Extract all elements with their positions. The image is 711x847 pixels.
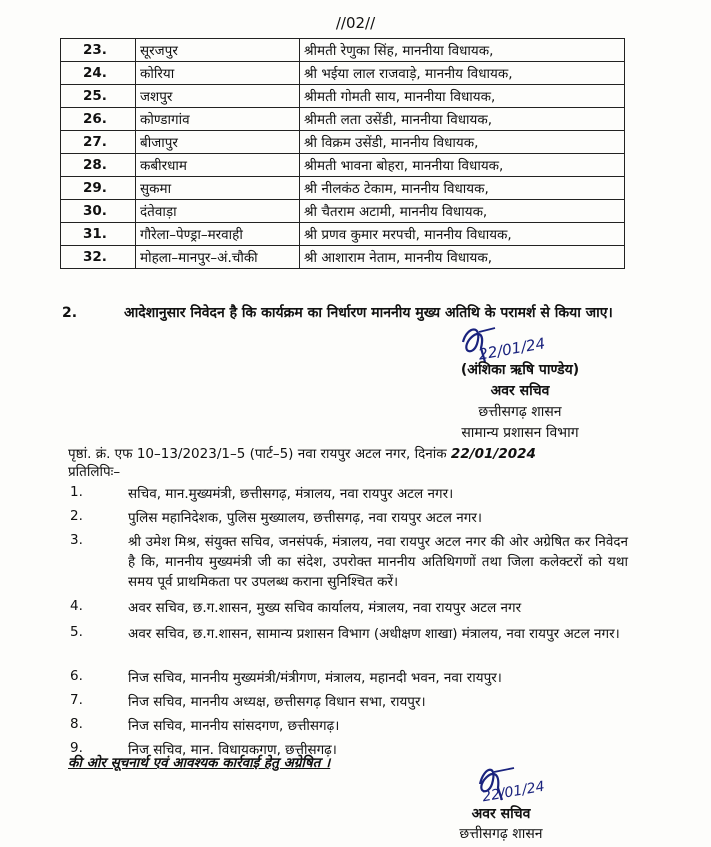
district-name: सूरजपुर (136, 39, 300, 62)
endorsement-ref: पृष्ठां. क्रं. एफ 10–13/2023/1–5 (पार्ट–5) नवा रायपुर अटल नगर, दिनांक (68, 446, 451, 462)
row-number: 29. (61, 177, 136, 200)
paragraph-number: 2. (62, 305, 78, 321)
copy-label: प्रतिलिपिः– (68, 464, 121, 480)
paragraph-text: आदेशानुसार निवेदन है कि कार्यक्रम का निर्धारण माननीय मुख्य अतिथि के परामर्श से किया जाए। (124, 305, 613, 321)
row-number: 27. (61, 131, 136, 154)
list-item-number: 6. (70, 668, 83, 684)
district-name: जशपुर (136, 85, 300, 108)
list-item-number: 5. (70, 624, 83, 640)
district-name: कोरिया (136, 62, 300, 85)
list-item-text: निज सचिव, माननीय सांसदगण, छत्तीसगढ़। (128, 718, 340, 734)
table-row (61, 223, 625, 246)
guest-name: श्रीमती भावना बोहरा, माननीया विधायक, (300, 154, 625, 177)
list-item-number: 7. (70, 692, 83, 708)
row-number: 23. (61, 39, 136, 62)
list-item-number: 8. (70, 716, 83, 732)
row-number: 26. (61, 108, 136, 131)
district-name: मोहला–मानपुर–अं.चौकी (136, 246, 300, 269)
signatory-name: (अंशिका ऋषि पाण्डेय) (460, 362, 580, 378)
list-item-number: 1. (70, 484, 83, 500)
table-row (61, 154, 625, 177)
list-item-text: सचिव, मान.मुख्यमंत्री, छत्तीसगढ़, मंत्रालय, नवा रायपुर अटल नगर। (128, 486, 454, 502)
row-number: 25. (61, 85, 136, 108)
list-item-text: पुलिस महानिदेशक, पुलिस मुख्यालय, छत्तीसगढ़, नवा रायपुर अटल नगर। (128, 510, 482, 526)
district-name: कोण्डागांव (136, 108, 300, 131)
list-item-number: 2. (70, 508, 83, 524)
signatory-govt: छत्तीसगढ़ शासन (478, 404, 562, 420)
row-number: 31. (61, 223, 136, 246)
list-item-number: 3. (70, 532, 83, 548)
table-row (61, 246, 625, 269)
signature-1-date: 22/01/24 (476, 334, 547, 364)
row-number: 32. (61, 246, 136, 269)
guest-name: श्री प्रणव कुमार मरपची, माननीय विधायक, (300, 223, 625, 246)
list-item-text: निज सचिव, माननीय अध्यक्ष, छत्तीसगढ़ विधान सभा, रायपुर। (128, 694, 426, 710)
forward-note: की ओर सूचनार्थ एवं आवश्यक कार्रवाई हेतु अग्रेषित । (68, 755, 331, 771)
district-name: कबीरधाम (136, 154, 300, 177)
table-row (61, 62, 625, 85)
signatory-dept: सामान्य प्रशासन विभाग (461, 425, 579, 441)
district-name: गौरेला–पेण्ड्रा–मरवाही (136, 223, 300, 246)
guest-name: श्री आशाराम नेताम, माननीय विधायक, (300, 246, 625, 269)
district-name: बीजापुर (136, 131, 300, 154)
endorsement-date: 22/01/2024 (450, 446, 536, 462)
table-row (61, 85, 625, 108)
list-item-text: निज सचिव, माननीय मुख्यमंत्री/मंत्रीगण, मंत्रालय, महानदी भवन, नवा रायपुर। (128, 670, 502, 686)
guest-name: श्रीमती रेणुका सिंह, माननीया विधायक, (300, 39, 625, 62)
guest-name: श्री विक्रम उसेंडी, माननीय विधायक, (300, 131, 625, 154)
guest-name: श्री भईया लाल राजवाड़े, माननीय विधायक, (300, 62, 625, 85)
guest-name: श्री चैतराम अटामी, माननीय विधायक, (300, 200, 625, 223)
row-number: 30. (61, 200, 136, 223)
list-item-text: निज सचिव, मान. विधायकगण, छत्तीसगढ़। (128, 742, 337, 758)
list-item-number: 9. (70, 740, 83, 756)
guest-name: श्रीमती गोमती साय, माननीया विधायक, (300, 85, 625, 108)
list-item-number: 4. (70, 598, 83, 614)
table-row (61, 39, 625, 62)
table-row (61, 177, 625, 200)
page-number-header: //02// (335, 14, 376, 32)
guest-table (60, 38, 625, 269)
guest-name: श्रीमती लता उसेंडी, माननीया विधायक, (300, 108, 625, 131)
row-number: 28. (61, 154, 136, 177)
signatory-2-title: अवर सचिव (471, 806, 531, 822)
signature-2-date: 22/01/24 (481, 778, 546, 806)
endorsement-line (68, 444, 536, 462)
signatory-title: अवर सचिव (490, 383, 550, 399)
district-name: सुकमा (136, 177, 300, 200)
table-row (61, 108, 625, 131)
row-number: 24. (61, 62, 136, 85)
district-name: दंतेवाड़ा (136, 200, 300, 223)
signatory-2-block (436, 804, 566, 844)
signatory-block (420, 360, 620, 444)
list-item-text: अवर सचिव, छ.ग.शासन, मुख्य सचिव कार्यालय, मंत्रालय, नवा रायपुर अटल नगर (128, 600, 522, 616)
list-item-text: श्री उमेश मिश्र, संयुक्त सचिव, जनसंपर्क, मंत्रालय, नवा रायपुर अटल नगर की ओर अग्रेषित कर निवेदन है कि, माननीय मुख्यमंत्री जी का संदेश, उपरोक्त माननीय अतिथिगणों तथा जिला कलेक्टरों को यथा समय पूर्व प्राथमिकता पर उपलब्ध कराना सुनिश्चित करें। (128, 534, 628, 590)
list-item-text: अवर सचिव, छ.ग.शासन, सामान्य प्रशासन विभाग (अधीक्षण शाखा) मंत्रालय, नवा रायपुर अटल नगर। (128, 626, 620, 642)
signatory-2-govt: छत्तीसगढ़ शासन (459, 826, 543, 842)
guest-name: श्री नीलकंठ टेकाम, माननीय विधायक, (300, 177, 625, 200)
table-row (61, 131, 625, 154)
table-row (61, 200, 625, 223)
